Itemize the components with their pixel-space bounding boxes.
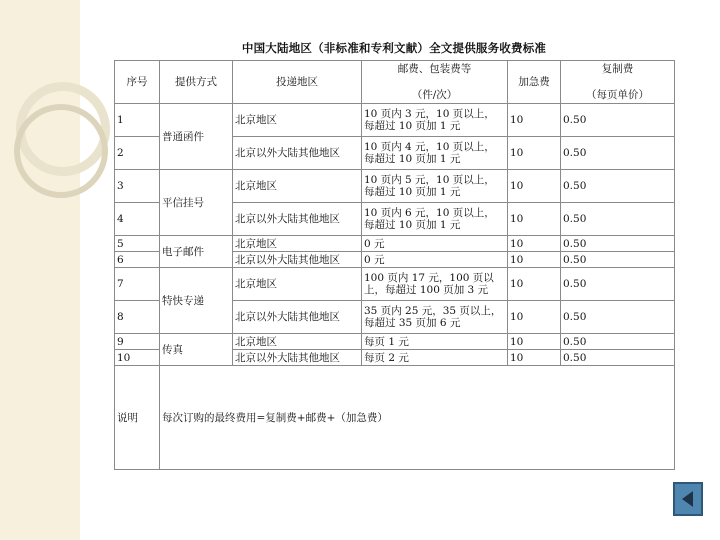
- row-copy: 0.50: [561, 252, 675, 268]
- row-postage: 每页 2 元: [362, 350, 508, 366]
- row-copy: 0.50: [561, 334, 675, 350]
- row-postage: 100 页内 17 元，100 页以上，每超过 100 页加 3 元: [362, 268, 508, 301]
- row-region: 北京地区: [233, 334, 362, 350]
- row-urgent: 10: [508, 137, 561, 170]
- row-copy: 0.50: [561, 104, 675, 137]
- row-copy: 0.50: [561, 268, 675, 301]
- row-copy: 0.50: [561, 350, 675, 366]
- row-copy: 0.50: [561, 236, 675, 252]
- header-no: 序号: [115, 61, 160, 104]
- row-copy: 0.50: [561, 301, 675, 334]
- row-urgent: 10: [508, 104, 561, 137]
- row-region: 北京以外大陆其他地区: [233, 252, 362, 268]
- row-no: 10: [115, 350, 160, 366]
- row-region: 北京以外大陆其他地区: [233, 301, 362, 334]
- note-row: [115, 366, 675, 470]
- row-no: 5: [115, 236, 160, 252]
- row-region: 北京地区: [233, 268, 362, 301]
- method-cell: 电子邮件: [160, 236, 233, 268]
- previous-slide-button[interactable]: [673, 482, 703, 516]
- row-urgent: 10: [508, 203, 561, 236]
- row-region: 北京地区: [233, 236, 362, 252]
- row-postage: 0 元: [362, 236, 508, 252]
- method-cell: 普通函件: [160, 104, 233, 170]
- table-row: [115, 236, 675, 252]
- row-urgent: 10: [508, 301, 561, 334]
- row-no: 8: [115, 301, 160, 334]
- row-region: 北京地区: [233, 104, 362, 137]
- header-postage-top: 邮费、包装费等: [397, 63, 472, 75]
- row-urgent: 10: [508, 334, 561, 350]
- table-row: [115, 268, 675, 301]
- row-copy: 0.50: [561, 170, 675, 203]
- decorative-ring: [14, 104, 108, 198]
- method-cell: 平信挂号: [160, 170, 233, 236]
- header-urgent: 加急费: [508, 61, 561, 104]
- row-no: 4: [115, 203, 160, 236]
- row-no: 9: [115, 334, 160, 350]
- row-postage: 每页 1 元: [362, 334, 508, 350]
- row-copy: 0.50: [561, 203, 675, 236]
- row-urgent: 10: [508, 252, 561, 268]
- row-copy: 0.50: [561, 137, 675, 170]
- row-postage: 0 元: [362, 252, 508, 268]
- table-row: [115, 170, 675, 203]
- header-postage: [362, 61, 508, 104]
- row-postage: 10 页内 3 元，10 页以上，每超过 10 页加 1 元: [362, 104, 508, 137]
- decorative-side-band: [0, 0, 80, 540]
- note-label: 说明: [115, 366, 160, 470]
- row-urgent: 10: [508, 350, 561, 366]
- row-no: 3: [115, 170, 160, 203]
- row-urgent: 10: [508, 268, 561, 301]
- fee-document: [114, 36, 674, 470]
- header-region: 投递地区: [233, 61, 362, 104]
- row-no: 7: [115, 268, 160, 301]
- row-region: 北京以外大陆其他地区: [233, 203, 362, 236]
- row-no: 2: [115, 137, 160, 170]
- row-postage: 35 页内 25 元，35 页以上，每超过 35 页加 6 元: [362, 301, 508, 334]
- row-postage: 10 页内 5 元，10 页以上，每超过 10 页加 1 元: [362, 170, 508, 203]
- header-postage-bottom: （件/次）: [411, 89, 458, 101]
- row-postage: 10 页内 4 元，10 页以上，每超过 10 页加 1 元: [362, 137, 508, 170]
- header-method: 提供方式: [160, 61, 233, 104]
- row-urgent: 10: [508, 170, 561, 203]
- row-no: 1: [115, 104, 160, 137]
- header-copy-bottom: （每页单价）: [586, 89, 649, 101]
- table-row: [115, 104, 675, 137]
- note-text: 每次订购的最终费用=复制费+邮费+（加急费）: [160, 366, 675, 470]
- document-title: 中国大陆地区（非标准和专利文献）全文提供服务收费标准: [241, 41, 547, 55]
- row-no: 6: [115, 252, 160, 268]
- table-header-row: [115, 61, 675, 104]
- row-region: 北京地区: [233, 170, 362, 203]
- row-postage: 10 页内 6 元，10 页以上，每超过 10 页加 1 元: [362, 203, 508, 236]
- header-copy: [561, 61, 675, 104]
- method-cell: 特快专递: [160, 268, 233, 334]
- header-copy-top: 复制费: [601, 63, 634, 75]
- method-cell: 传真: [160, 334, 233, 366]
- table-row: [115, 334, 675, 350]
- row-urgent: 10: [508, 236, 561, 252]
- row-region: 北京以外大陆其他地区: [233, 350, 362, 366]
- back-arrow-icon: [679, 489, 697, 509]
- fee-table: [114, 60, 675, 470]
- row-region: 北京以外大陆其他地区: [233, 137, 362, 170]
